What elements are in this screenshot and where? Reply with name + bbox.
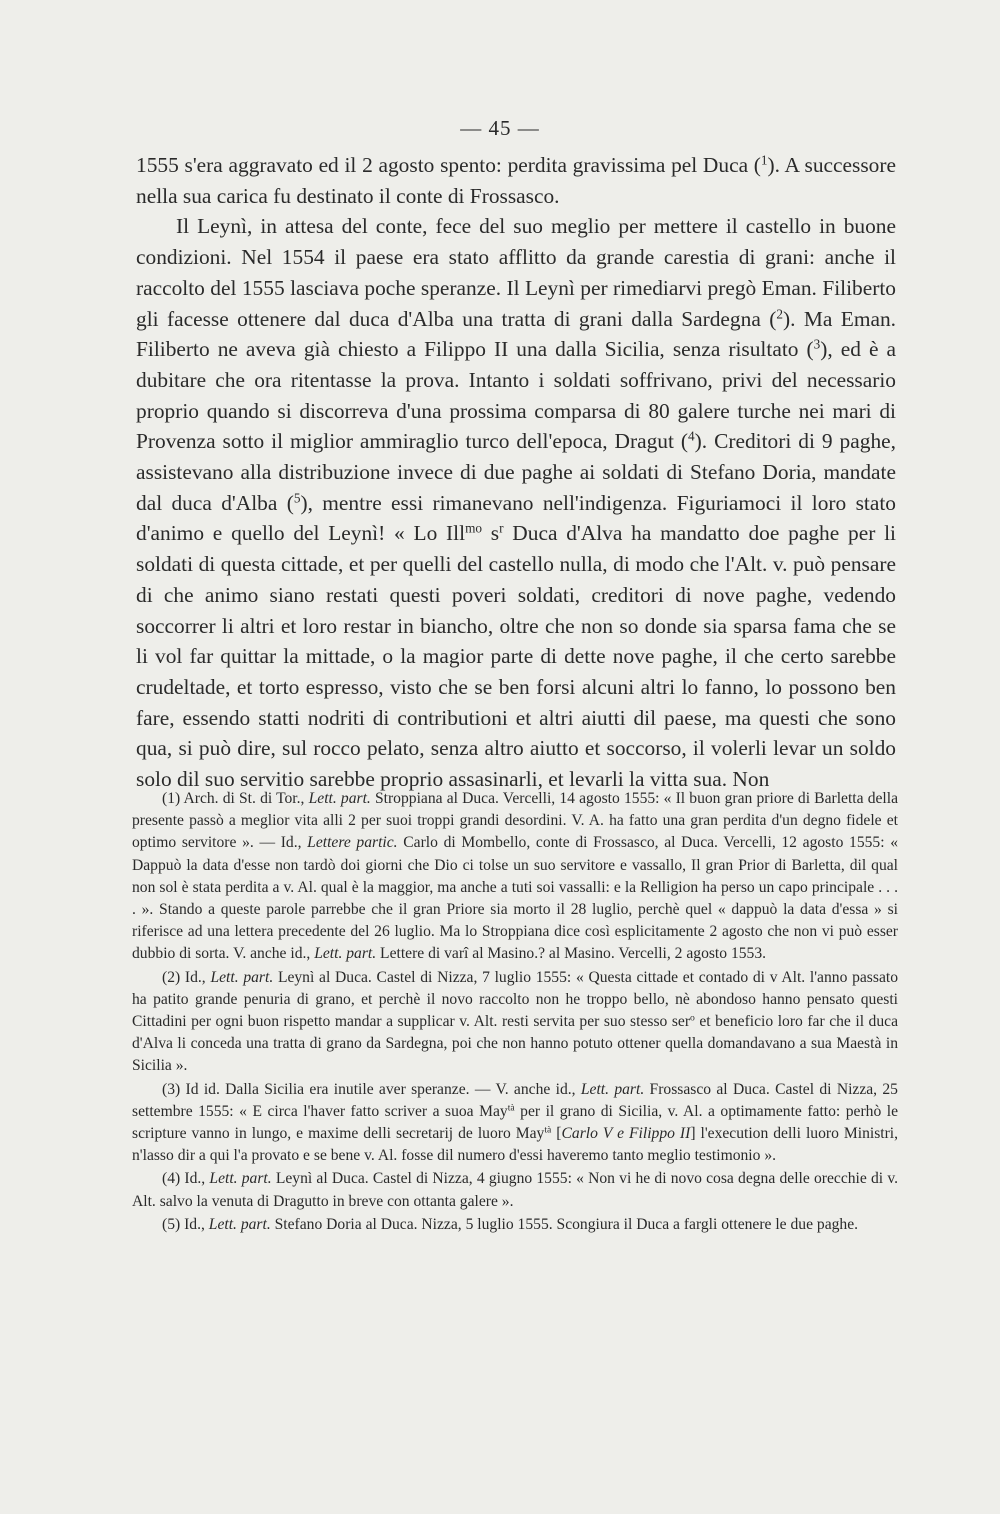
footnote-marker: (5) xyxy=(162,1215,181,1233)
main-text xyxy=(136,150,896,795)
footnote-marker: (3) xyxy=(162,1080,181,1098)
footnote-ref-3: 3 xyxy=(813,336,821,352)
footnote-ref-2: 2 xyxy=(776,306,783,322)
footnote-2: (2) Id., Lett. part. Leynì al Duca. Castel di Nizza, 7 luglio 1555: « Questa cittade et contado di v Alt. l'anno passato ha patito grande penuria di grano, et perchè il novo raccolto non he troppo bello, nè abondoso hanno pensato questi Cittadini per ogni buon rispetto mandar a supplicar v. Alt. resti servita per suo stesso ser$^o$ et beneficio loro far che il duca d'Alva li conceda una tratta di grano da Sardegna, poi che non hanno potuto ottener quella domandavano a sua Maestà in Sicilia ». xyxy=(132,968,898,1075)
footnote-marker: (4) xyxy=(162,1170,181,1188)
footnote-ref-4: 4 xyxy=(688,429,695,445)
footnote-ref-1: 1 xyxy=(760,152,768,168)
paragraph-2: Il Leynì, in attesa del conte, fece del suo meglio per mettere il castello in buone condizioni. Nel 1554 il paese era stato afflitto da grande carestia di grani: anche il raccolto del 1555 lasciava poche speranze. Il Leynì per rimediarvi pregò Eman. Filiberto gli facesse ottenere dal duca d'Alba una tratta di grani dalla Sardegna ($^2$). Ma Eman. Filiberto ne aveva già chiesto a Filippo II una dalla Sicilia, senza risultato ($^3$), ed è a dubitare che ora ritentasse la prova. Intanto i soldati soffrivano, privi del necessario proprio quando si discorreva d'una prossima comparsa di 80 galere turche nei mari di Provenza sotto il miglior ammiraglio turco dell'epoca, Dragut ($^4$). Creditori di 9 paghe, assistevano alla distribuzione invece di due paghe ai soldati di Stefano Doria, mandate dal duca d'Alba ($^5$), mentre essi rimanevano nell'indigenza. Figuriamoci il loro stato d'animo e quello del Leynì! « Lo Ill$^{mo}$ $s^r$ Duca d'Alva ha mandatto doe paghe per li soldati di questa cittade, et per quelli del castello nulla, di modo che l'Alt. v. può pensare di che animo siano restati questi poveri soldati, creditori di nove paghe, vedendo soccorrer li altri et loro restar in biancho, oltre che non so donde sia sparsa fama che se li vol far quittar la mittade, o la magior parte di dette nove paghe, il che certo sarebbe crudeltade, et torto espresso, visto che se ben forsi alcuni altri lo fanno, lo possono ben fare, essendo statti nodriti di contributioni et altri aiutti dil paese, ma questi che sono qua, si può dire, sul rocco pelato, senza altro aiutto et soccorso, il volerli levar un soldo solo dil suo servitio sarebbe proprio assasinarli, et levarli la vitta sua. Non xyxy=(136,214,896,792)
footnote-marker: (2) xyxy=(162,968,181,986)
footnote-3: (3) Id id. Dalla Sicilia era inutile aver speranze. — V. anche id., Lett. part. Frossasco al Duca. Castel di Nizza, 25 settembre 1555: « E circa l'haver fatto scriver a suoa May$^{tà}$ per il grano di Sicilia, v. Al. a optimamente fatto: perhò le scripture vanno in lungo, e maxime delli secretarij de luoro May$^{tà}$ [Carlo V e Filippo II] l'execution delli luoro Ministri, n'lasso dir a qui l'a provato e se bene v. Al. fosse dil numero d'essi haveremo tanto meglio testimonio ». xyxy=(132,1080,899,1165)
footnote-ref-5: 5 xyxy=(293,490,301,506)
footnote-5: (5) Id., Lett. part. Stefano Doria al Duca. Nizza, 5 luglio 1555. Scongiura il Duca a fargli ottenere le due paghe. xyxy=(162,1215,859,1233)
page-number: — 45 — xyxy=(460,116,540,140)
paragraph-1: 1555 s'era aggravato ed il 2 agosto spento: perdita gravissima pel Duca ($^1$). A successore nella sua carica fu destinato il conte di Frossasco. xyxy=(136,152,896,208)
footnote-4: (4) Id., Lett. part. Leynì al Duca. Castel di Nizza, 4 giugno 1555: « Non vi he di novo cosa degna delle orecchie di v. Alt. salvo la venuta di Dragutto in breve con ottanta galere ». xyxy=(132,1170,899,1210)
footnote-1: (1) Arch. di St. di Tor., Lett. part. Stroppiana al Duca. Vercelli, 14 agosto 1555: « Il buon gran priore di Barletta della presente passò a meglior vita alli 2 per suoi troppi grandi desordini. V. A. ha fatto una gran perdita d'un degno fidele et optimo servitore ». — Id., Lettere partic. Carlo di Mombello, conte di Frossasco, al Duca. Vercelli, 12 agosto 1555: « Dappuò la data d'esse non tardò doi giorni che Dio ci tolse un suo servitore e vassallo, Il gran Prior di Barletta, dil qual non sol è stata perdita a v. Al. qual è la maggior, ma anche a tuti soi vassalli: e la Relligion ha perso un capo principale . . . . ». Stando a queste parole parrebbe che il gran Priore sia morto il 28 luglio, perchè quel « dappuò la data d'essa » si riferisce ad una lettera precedente del 26 luglio. Ma lo Stroppiana dice così esplicitamente 2 agosto che non vi può esser dubbio di sorta. V. anche id., Lett. part. Lettere di varî al Masino.? al Masino. Vercelli, 2 agosto 1553. xyxy=(132,790,899,963)
footnote-marker: (1) xyxy=(162,790,181,807)
footnotes xyxy=(132,788,898,1236)
